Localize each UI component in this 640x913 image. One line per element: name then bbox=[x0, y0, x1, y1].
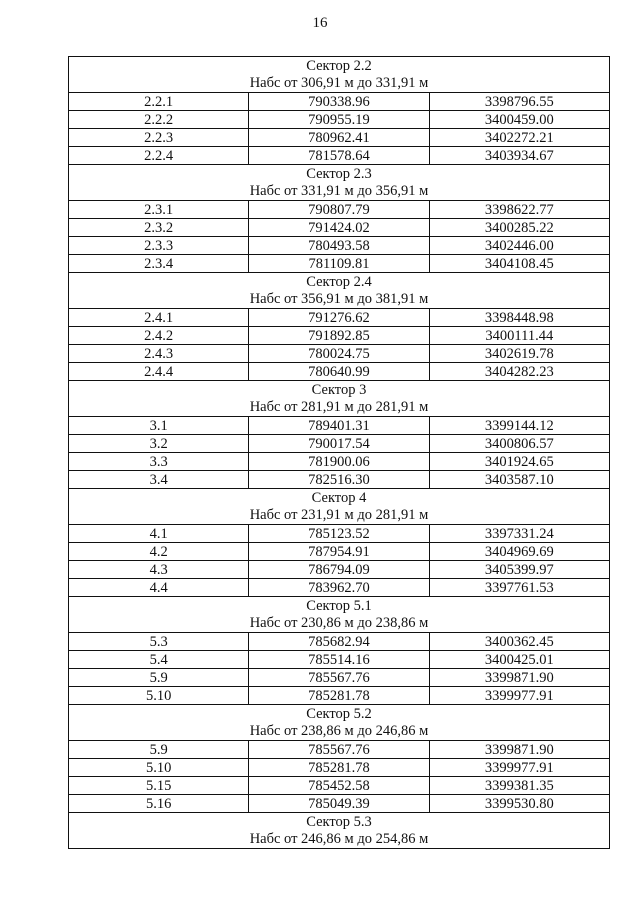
sector-header-cell bbox=[69, 705, 610, 741]
point-id-cell: 2.2.4 bbox=[69, 147, 249, 165]
point-id-cell: 2.4.4 bbox=[69, 363, 249, 381]
y-coordinate-cell: 3398448.98 bbox=[429, 309, 609, 327]
y-coordinate-cell: 3400111.44 bbox=[429, 327, 609, 345]
sector-elevation-range: Набс от 231,91 м до 281,91 м bbox=[249, 506, 429, 523]
point-id-cell: 4.1 bbox=[69, 525, 249, 543]
table-row bbox=[69, 561, 610, 579]
table-row bbox=[69, 201, 610, 219]
x-coordinate-cell: 785567.76 bbox=[249, 741, 429, 759]
x-coordinate-cell: 790955.19 bbox=[249, 111, 429, 129]
sector-header-cell bbox=[69, 597, 610, 633]
sector-header-row bbox=[69, 813, 610, 849]
x-coordinate-cell: 785123.52 bbox=[249, 525, 429, 543]
table-row bbox=[69, 363, 610, 381]
table-row bbox=[69, 669, 610, 687]
y-coordinate-cell: 3404108.45 bbox=[429, 255, 609, 273]
table-row bbox=[69, 543, 610, 561]
y-coordinate-cell: 3400459.00 bbox=[429, 111, 609, 129]
sector-header-row bbox=[69, 273, 610, 309]
sector-elevation-range: Набс от 281,91 м до 281,91 м bbox=[249, 398, 429, 415]
x-coordinate-cell: 790807.79 bbox=[249, 201, 429, 219]
sector-header-cell bbox=[69, 813, 610, 849]
x-coordinate-cell: 785682.94 bbox=[249, 633, 429, 651]
x-coordinate-cell: 785452.58 bbox=[249, 777, 429, 795]
table-row bbox=[69, 579, 610, 597]
table-row bbox=[69, 777, 610, 795]
sector-header-row bbox=[69, 165, 610, 201]
sector-title: Сектор 3 bbox=[311, 381, 367, 398]
y-coordinate-cell: 3399381.35 bbox=[429, 777, 609, 795]
point-id-cell: 2.4.2 bbox=[69, 327, 249, 345]
y-coordinate-cell: 3397331.24 bbox=[429, 525, 609, 543]
y-coordinate-cell: 3403587.10 bbox=[429, 471, 609, 489]
sector-header-cell bbox=[69, 57, 610, 93]
table-row bbox=[69, 453, 610, 471]
y-coordinate-cell: 3403934.67 bbox=[429, 147, 609, 165]
x-coordinate-cell: 787954.91 bbox=[249, 543, 429, 561]
table-row bbox=[69, 93, 610, 111]
x-coordinate-cell: 786794.09 bbox=[249, 561, 429, 579]
sector-title: Сектор 4 bbox=[311, 489, 367, 506]
y-coordinate-cell: 3397761.53 bbox=[429, 579, 609, 597]
table-row bbox=[69, 147, 610, 165]
x-coordinate-cell: 781900.06 bbox=[249, 453, 429, 471]
table-row bbox=[69, 417, 610, 435]
page-number: 16 bbox=[312, 15, 328, 31]
point-id-cell: 3.4 bbox=[69, 471, 249, 489]
point-id-cell: 5.10 bbox=[69, 759, 249, 777]
table-row bbox=[69, 237, 610, 255]
y-coordinate-cell: 3399871.90 bbox=[429, 741, 609, 759]
point-id-cell: 3.3 bbox=[69, 453, 249, 471]
table-row bbox=[69, 309, 610, 327]
sector-header-cell bbox=[69, 273, 610, 309]
x-coordinate-cell: 782516.30 bbox=[249, 471, 429, 489]
sector-title: Сектор 2.4 bbox=[306, 273, 372, 290]
table-row bbox=[69, 633, 610, 651]
x-coordinate-cell: 783962.70 bbox=[249, 579, 429, 597]
y-coordinate-cell: 3399977.91 bbox=[429, 687, 609, 705]
table-row bbox=[69, 111, 610, 129]
x-coordinate-cell: 780640.99 bbox=[249, 363, 429, 381]
point-id-cell: 5.10 bbox=[69, 687, 249, 705]
y-coordinate-cell: 3399530.80 bbox=[429, 795, 609, 813]
table-row bbox=[69, 129, 610, 147]
x-coordinate-cell: 785049.39 bbox=[249, 795, 429, 813]
point-id-cell: 2.4.3 bbox=[69, 345, 249, 363]
table-row bbox=[69, 687, 610, 705]
y-coordinate-cell: 3402446.00 bbox=[429, 237, 609, 255]
sector-header-row bbox=[69, 705, 610, 741]
sector-elevation-range: Набс от 246,86 м до 254,86 м bbox=[249, 830, 429, 847]
point-id-cell: 3.1 bbox=[69, 417, 249, 435]
y-coordinate-cell: 3404282.23 bbox=[429, 363, 609, 381]
point-id-cell: 2.3.1 bbox=[69, 201, 249, 219]
point-id-cell: 2.3.4 bbox=[69, 255, 249, 273]
x-coordinate-cell: 785281.78 bbox=[249, 687, 429, 705]
point-id-cell: 5.15 bbox=[69, 777, 249, 795]
sector-title: Сектор 2.2 bbox=[306, 57, 372, 74]
table-row bbox=[69, 435, 610, 453]
sector-header-row bbox=[69, 489, 610, 525]
sector-title: Сектор 5.3 bbox=[306, 813, 372, 830]
sector-elevation-range: Набс от 230,86 м до 238,86 м bbox=[249, 614, 429, 631]
point-id-cell: 5.4 bbox=[69, 651, 249, 669]
sector-header-row bbox=[69, 381, 610, 417]
sector-header-cell bbox=[69, 165, 610, 201]
x-coordinate-cell: 789401.31 bbox=[249, 417, 429, 435]
sector-header-row bbox=[69, 597, 610, 633]
x-coordinate-cell: 781578.64 bbox=[249, 147, 429, 165]
table-row bbox=[69, 471, 610, 489]
table-row bbox=[69, 651, 610, 669]
sector-header-row bbox=[69, 57, 610, 93]
table-row bbox=[69, 255, 610, 273]
x-coordinate-cell: 785567.76 bbox=[249, 669, 429, 687]
y-coordinate-cell: 3405399.97 bbox=[429, 561, 609, 579]
sector-elevation-range: Набс от 306,91 м до 331,91 м bbox=[249, 74, 429, 91]
y-coordinate-cell: 3399871.90 bbox=[429, 669, 609, 687]
sector-title: Сектор 5.1 bbox=[306, 597, 372, 614]
point-id-cell: 4.2 bbox=[69, 543, 249, 561]
point-id-cell: 4.4 bbox=[69, 579, 249, 597]
y-coordinate-cell: 3400425.01 bbox=[429, 651, 609, 669]
y-coordinate-cell: 3402619.78 bbox=[429, 345, 609, 363]
x-coordinate-cell: 781109.81 bbox=[249, 255, 429, 273]
x-coordinate-cell: 780493.58 bbox=[249, 237, 429, 255]
point-id-cell: 2.2.3 bbox=[69, 129, 249, 147]
y-coordinate-cell: 3398796.55 bbox=[429, 93, 609, 111]
x-coordinate-cell: 780962.41 bbox=[249, 129, 429, 147]
coordinates-table bbox=[68, 56, 610, 849]
point-id-cell: 4.3 bbox=[69, 561, 249, 579]
point-id-cell: 5.9 bbox=[69, 741, 249, 759]
point-id-cell: 2.4.1 bbox=[69, 309, 249, 327]
sector-elevation-range: Набс от 238,86 м до 246,86 м bbox=[249, 722, 429, 739]
table-row bbox=[69, 327, 610, 345]
sector-elevation-range: Набс от 356,91 м до 381,91 м bbox=[249, 290, 429, 307]
table-row bbox=[69, 345, 610, 363]
point-id-cell: 2.3.2 bbox=[69, 219, 249, 237]
point-id-cell: 2.3.3 bbox=[69, 237, 249, 255]
x-coordinate-cell: 791424.02 bbox=[249, 219, 429, 237]
y-coordinate-cell: 3404969.69 bbox=[429, 543, 609, 561]
table-row bbox=[69, 219, 610, 237]
y-coordinate-cell: 3400806.57 bbox=[429, 435, 609, 453]
y-coordinate-cell: 3400362.45 bbox=[429, 633, 609, 651]
point-id-cell: 2.2.2 bbox=[69, 111, 249, 129]
y-coordinate-cell: 3399144.12 bbox=[429, 417, 609, 435]
x-coordinate-cell: 791892.85 bbox=[249, 327, 429, 345]
table-row bbox=[69, 525, 610, 543]
point-id-cell: 5.9 bbox=[69, 669, 249, 687]
x-coordinate-cell: 790017.54 bbox=[249, 435, 429, 453]
coordinates-table-container bbox=[68, 56, 610, 849]
y-coordinate-cell: 3401924.65 bbox=[429, 453, 609, 471]
sector-elevation-range: Набс от 331,91 м до 356,91 м bbox=[249, 182, 429, 199]
x-coordinate-cell: 780024.75 bbox=[249, 345, 429, 363]
point-id-cell: 2.2.1 bbox=[69, 93, 249, 111]
sector-header-cell bbox=[69, 489, 610, 525]
sector-title: Сектор 2.3 bbox=[306, 165, 372, 182]
y-coordinate-cell: 3399977.91 bbox=[429, 759, 609, 777]
y-coordinate-cell: 3402272.21 bbox=[429, 129, 609, 147]
coordinates-table-body bbox=[69, 57, 610, 849]
x-coordinate-cell: 790338.96 bbox=[249, 93, 429, 111]
y-coordinate-cell: 3400285.22 bbox=[429, 219, 609, 237]
point-id-cell: 3.2 bbox=[69, 435, 249, 453]
x-coordinate-cell: 791276.62 bbox=[249, 309, 429, 327]
sector-header-cell bbox=[69, 381, 610, 417]
x-coordinate-cell: 785514.16 bbox=[249, 651, 429, 669]
y-coordinate-cell: 3398622.77 bbox=[429, 201, 609, 219]
point-id-cell: 5.3 bbox=[69, 633, 249, 651]
sector-title: Сектор 5.2 bbox=[306, 705, 372, 722]
x-coordinate-cell: 785281.78 bbox=[249, 759, 429, 777]
table-row bbox=[69, 741, 610, 759]
table-row bbox=[69, 759, 610, 777]
table-row bbox=[69, 795, 610, 813]
point-id-cell: 5.16 bbox=[69, 795, 249, 813]
